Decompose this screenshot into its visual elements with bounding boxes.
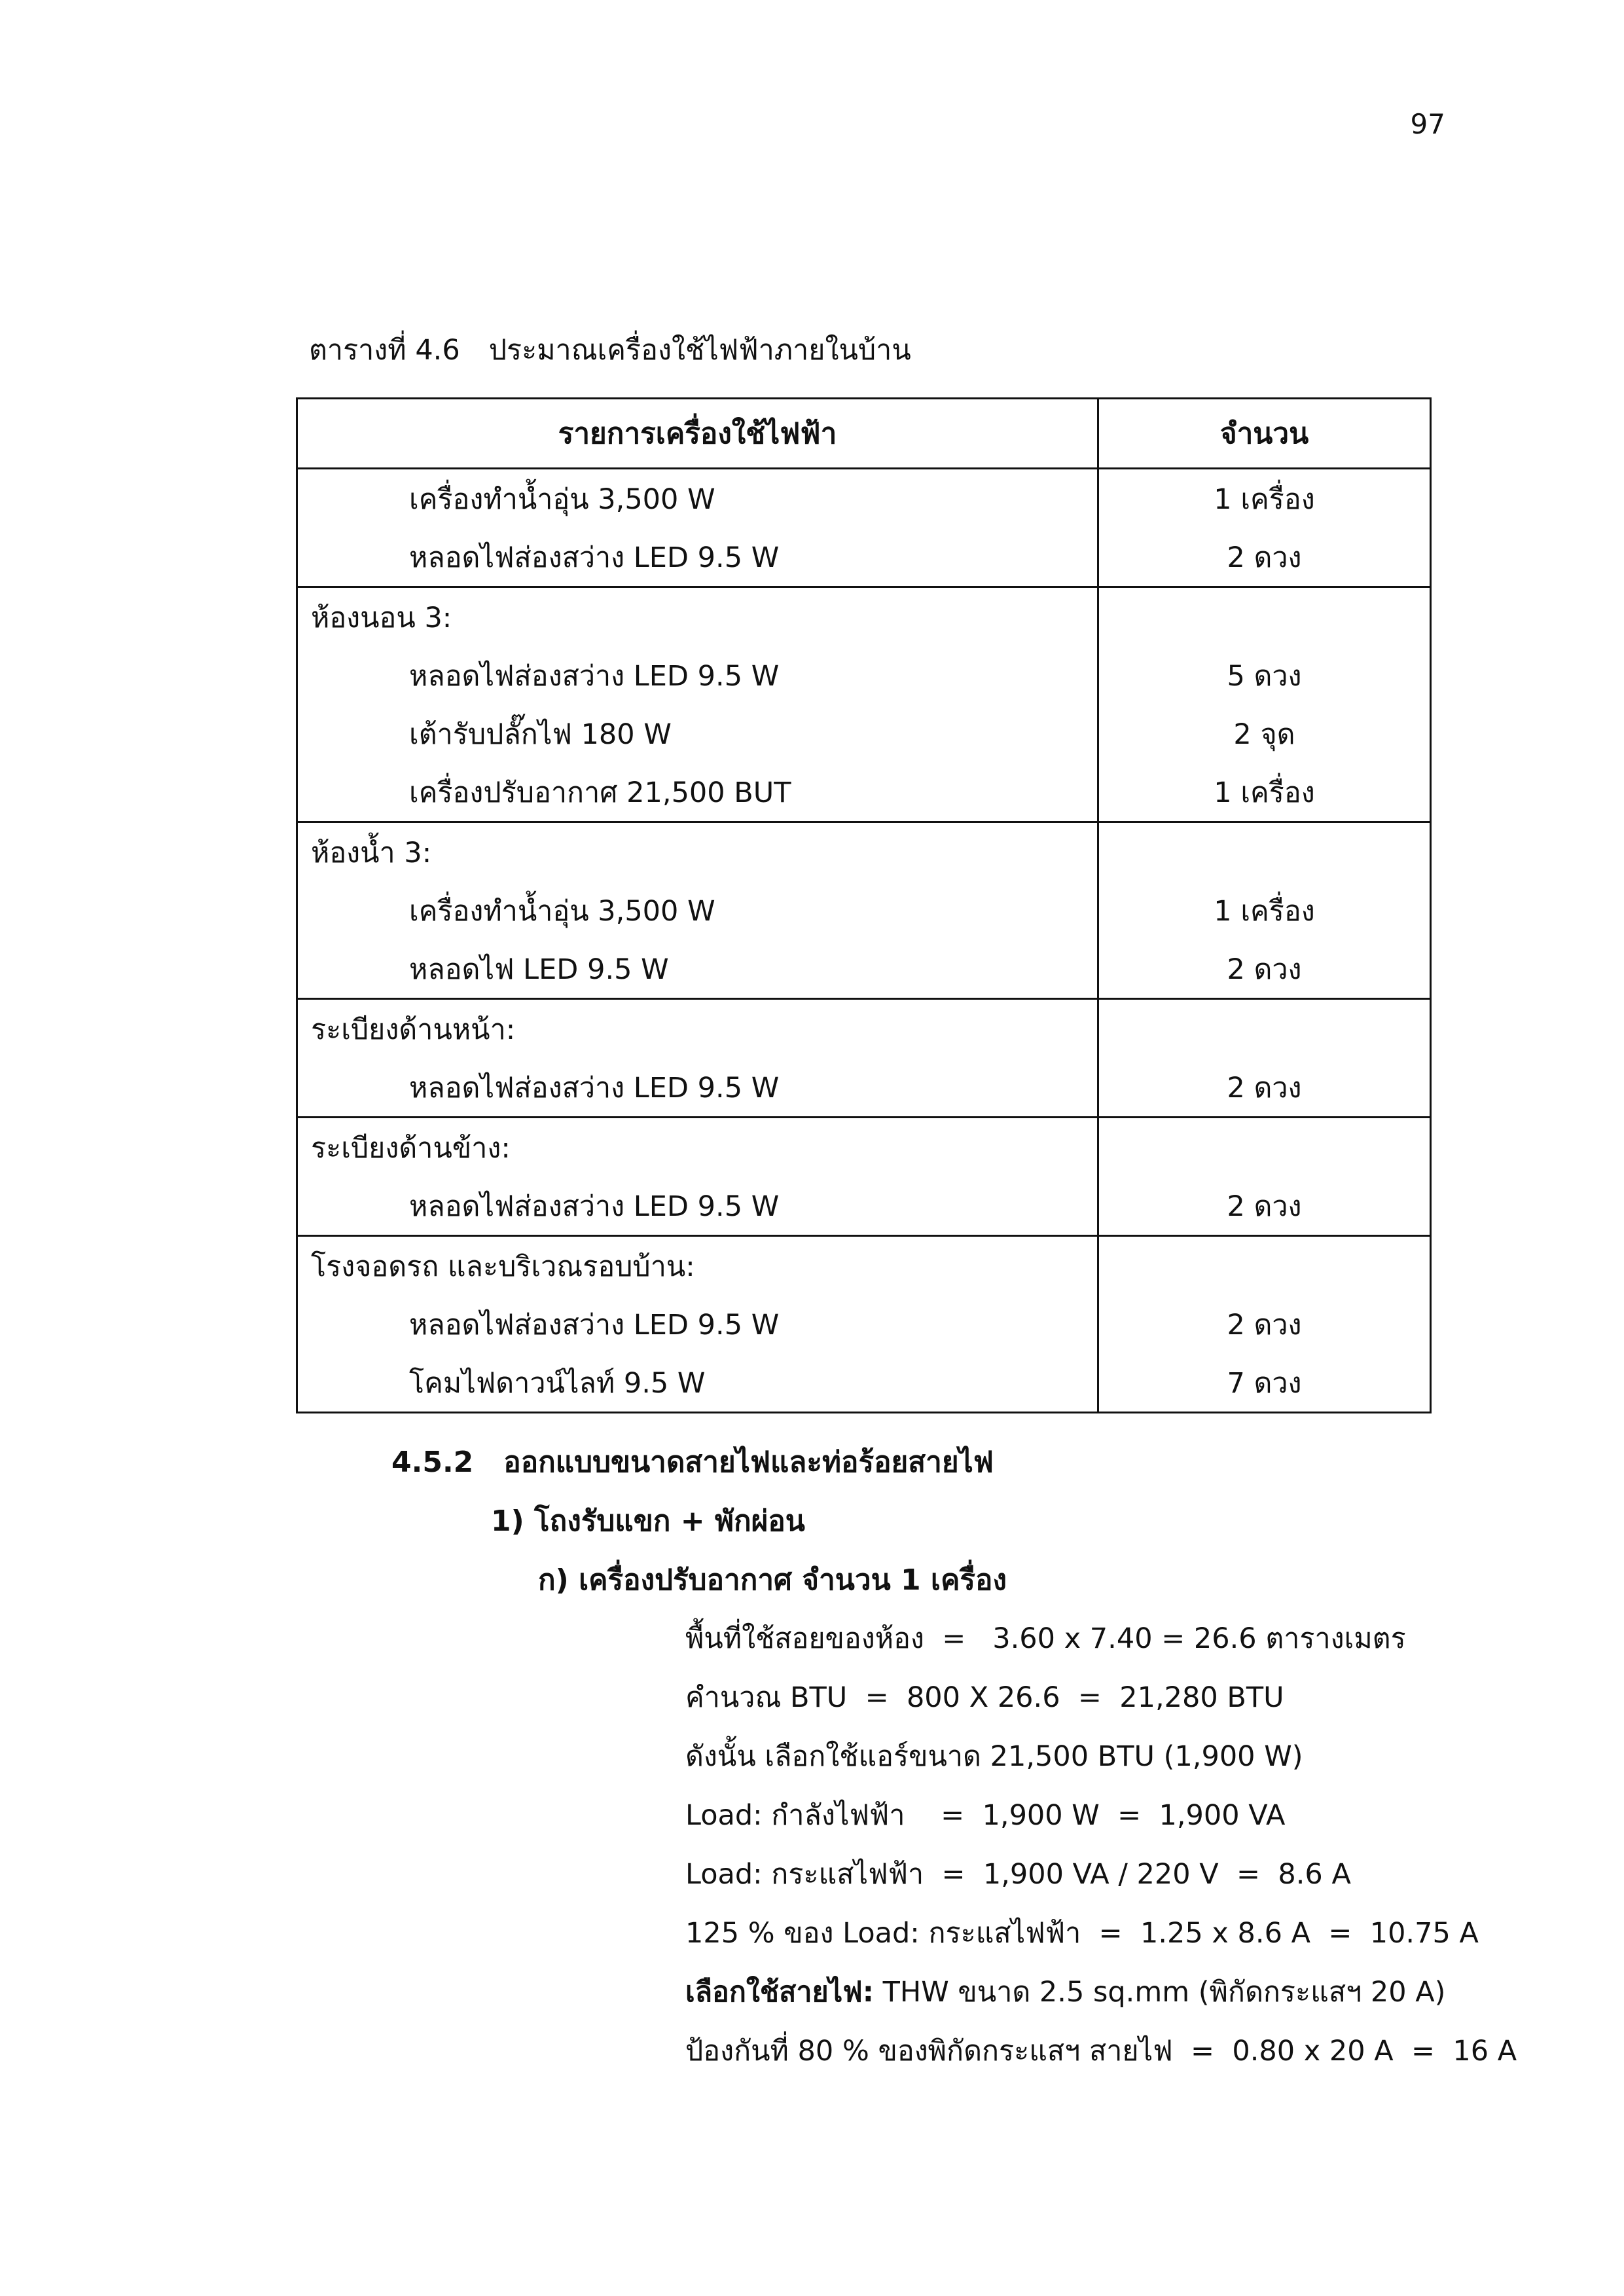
calculation-line [685,1734,1303,1778]
calculation-line [685,1675,1284,1719]
quantity-cell: 2 ดวง [1098,528,1431,587]
quantity-cell: 2 ดวง [1098,1176,1431,1236]
quantity-cell [1098,822,1431,882]
appliance-cell: เครื่องทำน้ำอุ่น 3,500 W [297,881,1098,939]
section-title: ออกแบบขนาดสายไฟและท่อร้อยสายไฟ [503,1446,994,1479]
quantity-cell [1098,587,1431,647]
quantity-cell: 2 จุด [1098,704,1431,763]
appliance-cell: เครื่องทำน้ำอุ่น 3,500 W [297,469,1098,528]
calculation-text: THW ขนาด 2.5 sq.mm (พิกัดกระแสฯ 20 A) [873,1976,1446,2009]
table-row [297,1118,1431,1177]
calculation-text: ป้องกันที่ 80 % ของพิกัดกระแสฯ สายไฟ = 0.80 x 20 A = 16 A [685,2035,1517,2068]
table-row [297,646,1431,704]
group-label-cell: ระเบียงด้านหน้า: [297,999,1098,1059]
quantity-cell [1098,1118,1431,1177]
table-row [297,763,1431,822]
section-heading [391,1439,994,1485]
table-caption [309,327,911,372]
quantity-cell: 2 ดวง [1098,1058,1431,1118]
appliance-cell: เต้ารับปลั๊กไฟ 180 W [297,704,1098,763]
appliance-cell: เครื่องปรับอากาศ 21,500 BUT [297,763,1098,822]
table-row [297,999,1431,1059]
appliance-cell: หลอดไฟส่องสว่าง LED 9.5 W [297,1176,1098,1236]
calculation-line [685,1616,1406,1660]
group-label-cell: ระเบียงด้านข้าง: [297,1118,1098,1177]
subsection-heading: 1) โถงรับแขก + พักผ่อน [491,1504,805,1538]
table-row [297,587,1431,647]
appliance-cell: หลอดไฟ LED 9.5 W [297,939,1098,999]
header-quantity: จำนวน [1098,399,1431,469]
appliance-cell: หลอดไฟส่องสว่าง LED 9.5 W [297,528,1098,587]
table-row [297,881,1431,939]
section-number: 4.5.2 [391,1446,474,1479]
header-appliance: รายการเครื่องใช้ไฟฟ้า [297,399,1098,469]
calculation-text: พื้นที่ใช้สอยของห้อง = 3.60 x 7.40 = 26.6 ตารางเมตร [685,1622,1406,1655]
calculation-line [685,1851,1351,1896]
quantity-cell: 1 เครื่อง [1098,763,1431,822]
table-caption-title: ประมาณเครื่องใช้ไฟฟ้าภายในบ้าน [488,334,911,367]
table-row [297,469,1431,528]
table-row [297,1295,1431,1353]
calculation-text: 125 % ของ Load: กระแสไฟฟ้า = 1.25 x 8.6 A = 10.75 A [685,1917,1479,1950]
table-caption-number: ตารางที่ 4.6 [309,334,460,367]
appliance-table [296,397,1432,1413]
calculation-label: เลือกใช้สายไฟ: [685,1976,874,2009]
calculation-text: Load: กำลังไฟฟ้า = 1,900 W = 1,900 VA [685,1799,1286,1832]
calculation-line [685,1910,1479,1955]
table-row [297,1058,1431,1118]
calculation-text: คำนวณ BTU = 800 X 26.6 = 21,280 BTU [685,1681,1284,1714]
calculation-text: ดังนั้น เลือกใช้แอร์ขนาด 21,500 BTU (1,900 W) [685,1740,1303,1773]
appliance-cell: หลอดไฟส่องสว่าง LED 9.5 W [297,1058,1098,1118]
table-row [297,1353,1431,1413]
group-label-cell: โรงจอดรถ และบริเวณรอบบ้าน: [297,1236,1098,1296]
quantity-cell: 1 เครื่อง [1098,881,1431,939]
calculation-line [685,1793,1285,1837]
group-label-cell: ห้องนอน 3: [297,587,1098,647]
quantity-cell: 1 เครื่อง [1098,469,1431,528]
quantity-cell: 7 ดวง [1098,1353,1431,1413]
quantity-cell: 5 ดวง [1098,646,1431,704]
calculation-text: Load: กระแสไฟฟ้า = 1,900 VA / 220 V = 8.6 A [685,1858,1351,1891]
quantity-cell [1098,1236,1431,1296]
table-row [297,822,1431,882]
table-row [297,1176,1431,1236]
quantity-cell [1098,999,1431,1059]
table-row [297,1236,1431,1296]
appliance-cell: หลอดไฟส่องสว่าง LED 9.5 W [297,646,1098,704]
table-row [297,939,1431,999]
page-number: 97 [1410,108,1445,140]
quantity-cell: 2 ดวง [1098,939,1431,999]
table-body [297,469,1431,1413]
table-row [297,704,1431,763]
group-label-cell: ห้องน้ำ 3: [297,822,1098,882]
table-row [297,528,1431,587]
calculation-line [685,1969,1445,2014]
item-heading: ก) เครื่องปรับอากาศ จำนวน 1 เครื่อง [538,1563,1007,1597]
appliance-cell: โคมไฟดาวน์ไลท์ 9.5 W [297,1353,1098,1413]
appliance-cell: หลอดไฟส่องสว่าง LED 9.5 W [297,1295,1098,1353]
calculation-line [685,2028,1517,2073]
quantity-cell: 2 ดวง [1098,1295,1431,1353]
table-header-row [297,399,1431,469]
